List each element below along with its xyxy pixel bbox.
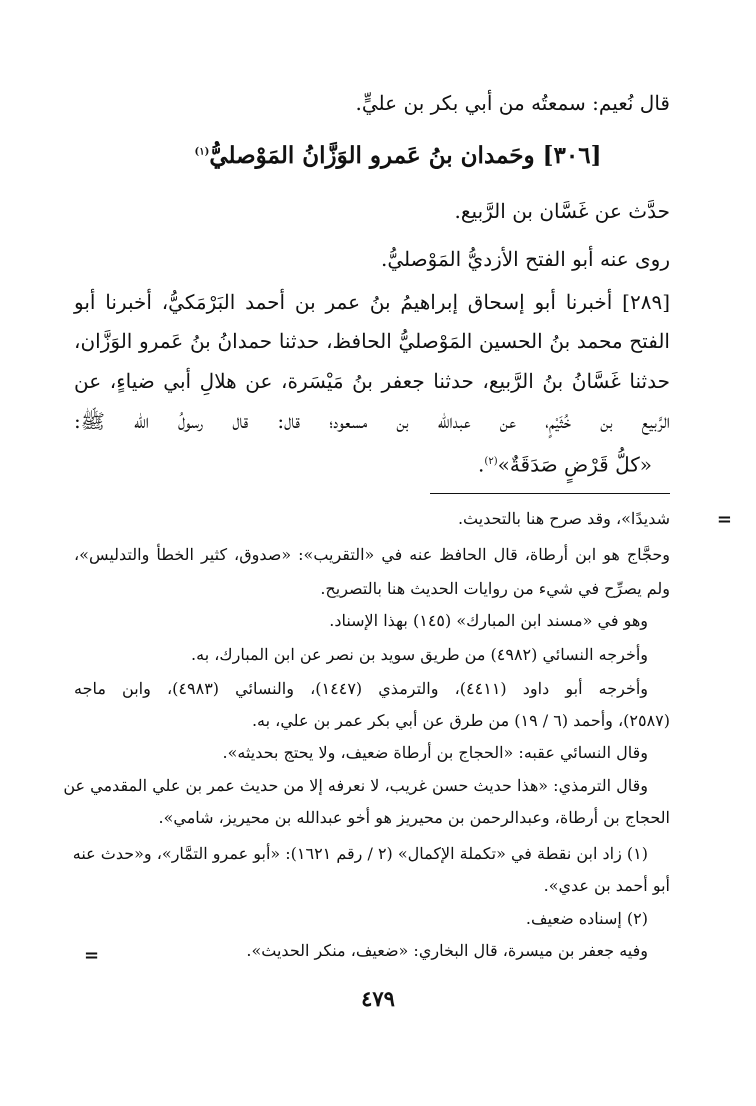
footnote-ref: (١): [194, 146, 210, 158]
hadith-chain-line: حدثنا غَسَّانُ بنُ الرَّبيع، حدثنا جعفر بنُ مَيْسَرة، عن هلالِ أبي ضياءٍ، عن: [74, 369, 670, 393]
footnote-line: (١) زاد ابن نقطة في «تكملة الإكمال» (٢ / رقم ١٦٢١): «أبو عمرو التمَّار»، و«حدث عنه: [72, 844, 648, 863]
narration-line: روى عنه أبو الفتح الأزديُّ المَوْصليُّ.: [381, 247, 670, 271]
footnote-line: وأخرجه النسائي (٤٩٨٢) من طريق سويد بن نصر عن ابن المبارك، به.: [191, 645, 648, 664]
page-number: ٤٧٩: [361, 986, 395, 1011]
footnote-line: (٢٥٨٧)، وأحمد (٦ / ١٩) من طرق عن أبي بكر عمر بن علي، به.: [251, 711, 670, 730]
hadith-chain-line: [٢٨٩] أخبرنا أبو إسحاق إبراهيمُ بنُ عمر بن أحمد البَرْمَكيُّ، أخبرنا أبو: [74, 290, 670, 314]
footnote-line: وهو في «مسند ابن المبارك» (١٤٥) بهذا الإسناد.: [329, 611, 648, 630]
continues-mark: =: [84, 945, 100, 966]
footnote-separator: [430, 493, 670, 494]
footnote-line: (٢) إسناده ضعيف.: [525, 909, 648, 928]
footnote-line: وأخرجه أبو داود (٤٤١١)، والترمذي (١٤٤٧)، والنسائي (٤٩٨٣)، وابن ماجه: [74, 679, 649, 698]
footnote-line: وفيه جعفر بن ميسرة، قال البخاري: «ضعيف، منكر الحديث».: [246, 941, 648, 960]
hadith-chain-line: الفتح محمد بنُ الحسين المَوْصليُّ الحافظ، حدثنا حمدانُ بنُ عَمرو الوَزَّان،: [74, 329, 670, 353]
footnote-line: الحجاج بن أرطاة، وعبدالرحمن بن محيريز هو أخو عبدالله بن محيريز، شامي».: [158, 808, 670, 827]
footnote-line: وحجَّاج هو ابن أرطاة، قال الحافظ عنه في «التقريب»: «صدوق، كثير الخطأ والتدليس»،: [74, 545, 670, 564]
entry-heading: [140, 142, 656, 169]
hadith-text: «كلُّ قَرْضٍ صَدَقَةٌ»: [497, 452, 652, 477]
footnote-line: ولم يصرِّح في شيء من روايات الحديث هنا بالتصريح.: [320, 579, 670, 598]
footnote-line: وقال الترمذي: «هذا حديث حسن غريب، لا نعرفه إلا من حديث عمر بن علي المقدمي عن: [63, 776, 648, 795]
footnote-ref: (٢): [484, 456, 498, 467]
hadith-end: .: [478, 452, 485, 477]
hadith-chain-line: الرَّبيع بن خُثَيْمٍ، عن عبدالله بن مسعود؛ قال: قال رسولُ الله ﷺ:: [74, 409, 670, 433]
narration-line: قال نُعيم: سمعتُه من أبي بكر بن عليٍّ.: [355, 91, 670, 115]
narration-line: حدَّث عن غَسَّان بن الرَّبيع.: [454, 199, 670, 223]
hadith-text-line: [74, 447, 652, 480]
footnote-line: وقال النسائي عقبه: «الحجاج بن أرطاة ضعيف، ولا يحتج بحديثه».: [222, 743, 648, 762]
continuation-mark: =: [716, 509, 732, 530]
entry-heading-text: [٣٠٦] وحَمدان بنُ عَمرو الوَزَّانُ المَوْصليُّ: [209, 142, 602, 169]
footnote-line: شديدًا»، وقد صرح هنا بالتحديث.: [457, 509, 670, 528]
footnote-line: أبو أحمد بن عدي».: [543, 876, 670, 895]
